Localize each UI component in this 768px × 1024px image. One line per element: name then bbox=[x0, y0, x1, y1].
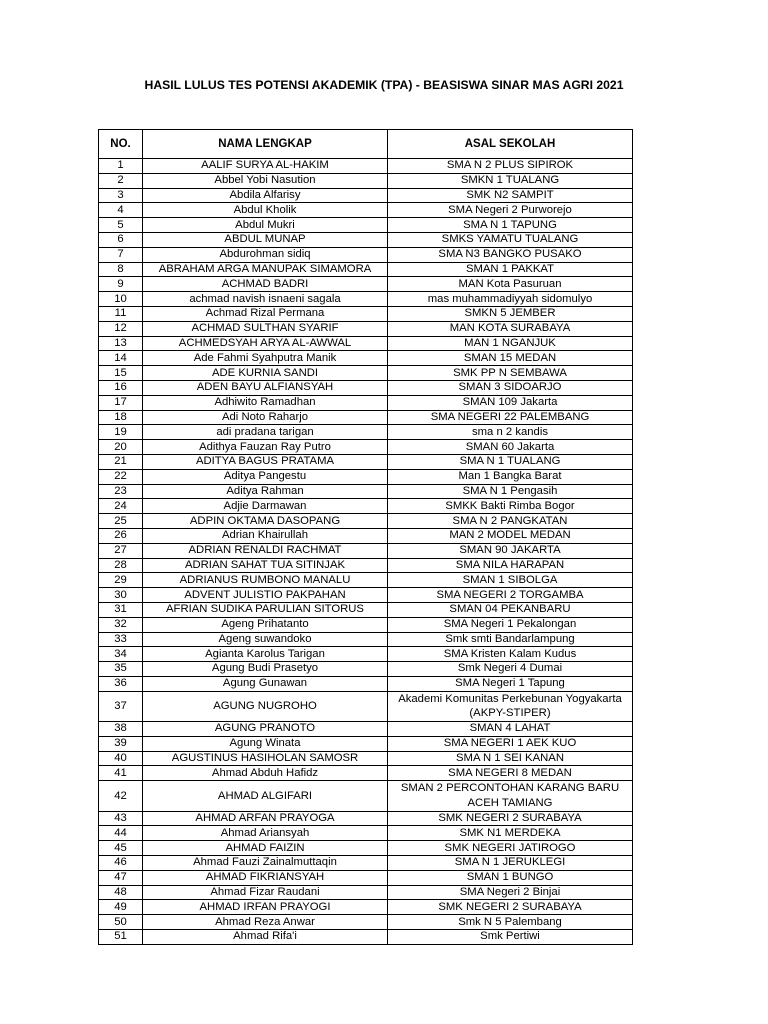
table-row bbox=[99, 366, 633, 381]
cell-no: 25 bbox=[99, 514, 143, 529]
cell-asal-sekolah: SMA NILA HARAPAN bbox=[388, 558, 633, 573]
cell-asal-sekolah: Akademi Komunitas Perkebunan Yogyakarta (AKPY-STIPER) bbox=[388, 691, 633, 721]
table-row bbox=[99, 930, 633, 945]
cell-no: 19 bbox=[99, 425, 143, 440]
table-row bbox=[99, 647, 633, 662]
cell-asal-sekolah: SMAN 60 Jakarta bbox=[388, 440, 633, 455]
document-title: HASIL LULUS TES POTENSI AKADEMIK (TPA) - BEASISWA SINAR MAS AGRI 2021 bbox=[144, 78, 624, 92]
table-row bbox=[99, 292, 633, 307]
cell-nama-lengkap: Agianta Karolus Tarigan bbox=[143, 647, 388, 662]
cell-no: 48 bbox=[99, 885, 143, 900]
cell-asal-sekolah: SMK NEGERI JATIROGO bbox=[388, 841, 633, 856]
cell-asal-sekolah: SMAN 90 JAKARTA bbox=[388, 543, 633, 558]
cell-no: 21 bbox=[99, 454, 143, 469]
cell-no: 13 bbox=[99, 336, 143, 351]
cell-asal-sekolah: Smk Negeri 4 Dumai bbox=[388, 662, 633, 677]
cell-nama-lengkap: AALIF SURYA AL-HAKIM bbox=[143, 159, 388, 174]
cell-no: 41 bbox=[99, 766, 143, 781]
cell-nama-lengkap: Ahmad Reza Anwar bbox=[143, 915, 388, 930]
cell-asal-sekolah: Smk Pertiwi bbox=[388, 930, 633, 945]
cell-asal-sekolah: SMA NEGERI 1 AEK KUO bbox=[388, 736, 633, 751]
cell-nama-lengkap: Agung Gunawan bbox=[143, 676, 388, 691]
table-row bbox=[99, 484, 633, 499]
cell-asal-sekolah: SMA N 2 PLUS SIPIROK bbox=[388, 159, 633, 174]
cell-no: 27 bbox=[99, 543, 143, 558]
cell-asal-sekolah: SMA NEGERI 8 MEDAN bbox=[388, 766, 633, 781]
cell-asal-sekolah: SMAN 1 PAKKAT bbox=[388, 262, 633, 277]
cell-asal-sekolah: mas muhammadiyyah sidomulyo bbox=[388, 292, 633, 307]
cell-nama-lengkap: ACHMEDSYAH ARYA AL-AWWAL bbox=[143, 336, 388, 351]
cell-asal-sekolah: SMK N2 SAMPIT bbox=[388, 188, 633, 203]
cell-nama-lengkap: AHMAD ALGIFARI bbox=[143, 781, 388, 811]
cell-no: 10 bbox=[99, 292, 143, 307]
cell-asal-sekolah: MAN 1 NGANJUK bbox=[388, 336, 633, 351]
cell-no: 29 bbox=[99, 573, 143, 588]
cell-no: 16 bbox=[99, 380, 143, 395]
cell-nama-lengkap: AHMAD ARFAN PRAYOGA bbox=[143, 811, 388, 826]
cell-no: 18 bbox=[99, 410, 143, 425]
cell-nama-lengkap: AHMAD IRFAN PRAYOGI bbox=[143, 900, 388, 915]
cell-no: 37 bbox=[99, 691, 143, 721]
cell-nama-lengkap: Adi Noto Raharjo bbox=[143, 410, 388, 425]
cell-nama-lengkap: ACHMAD SULTHAN SYARIF bbox=[143, 321, 388, 336]
cell-no: 43 bbox=[99, 811, 143, 826]
cell-no: 45 bbox=[99, 841, 143, 856]
cell-nama-lengkap: ADITYA BAGUS PRATAMA bbox=[143, 454, 388, 469]
table-row bbox=[99, 425, 633, 440]
cell-nama-lengkap: Agung Budi Prasetyo bbox=[143, 662, 388, 677]
cell-nama-lengkap: adi pradana tarigan bbox=[143, 425, 388, 440]
cell-asal-sekolah: SMA N 1 TUALANG bbox=[388, 454, 633, 469]
table-row bbox=[99, 247, 633, 262]
cell-nama-lengkap: Adhiwito Ramadhan bbox=[143, 395, 388, 410]
cell-no: 39 bbox=[99, 736, 143, 751]
cell-asal-sekolah: SMA Negeri 1 Pekalongan bbox=[388, 617, 633, 632]
cell-asal-sekolah: SMKS YAMATU TUALANG bbox=[388, 232, 633, 247]
header-no: NO. bbox=[99, 130, 143, 159]
table-row bbox=[99, 573, 633, 588]
cell-no: 42 bbox=[99, 781, 143, 811]
table-row bbox=[99, 722, 633, 737]
cell-nama-lengkap: ADRIANUS RUMBONO MANALU bbox=[143, 573, 388, 588]
cell-no: 35 bbox=[99, 662, 143, 677]
cell-nama-lengkap: Abdurohman sidiq bbox=[143, 247, 388, 262]
cell-asal-sekolah: MAN Kota Pasuruan bbox=[388, 277, 633, 292]
cell-no: 50 bbox=[99, 915, 143, 930]
cell-nama-lengkap: AFRIAN SUDIKA PARULIAN SITORUS bbox=[143, 602, 388, 617]
cell-no: 3 bbox=[99, 188, 143, 203]
cell-nama-lengkap: Ageng suwandoko bbox=[143, 632, 388, 647]
cell-no: 40 bbox=[99, 751, 143, 766]
table-row bbox=[99, 159, 633, 174]
table-row bbox=[99, 617, 633, 632]
cell-asal-sekolah: SMAN 04 PEKANBARU bbox=[388, 602, 633, 617]
cell-no: 47 bbox=[99, 870, 143, 885]
cell-nama-lengkap: Aditya Rahman bbox=[143, 484, 388, 499]
cell-nama-lengkap: AHMAD FIKRIANSYAH bbox=[143, 870, 388, 885]
cell-nama-lengkap: ADRIAN RENALDI RACHMAT bbox=[143, 543, 388, 558]
table-row bbox=[99, 528, 633, 543]
cell-nama-lengkap: ADPIN OKTAMA DASOPANG bbox=[143, 514, 388, 529]
cell-asal-sekolah: SMAN 2 PERCONTOHAN KARANG BARU ACEH TAMIANG bbox=[388, 781, 633, 811]
cell-nama-lengkap: Adrian Khairullah bbox=[143, 528, 388, 543]
header-asal-sekolah: ASAL SEKOLAH bbox=[388, 130, 633, 159]
cell-no: 26 bbox=[99, 528, 143, 543]
table-body bbox=[99, 159, 633, 945]
cell-asal-sekolah: Smk smti Bandarlampung bbox=[388, 632, 633, 647]
table-row bbox=[99, 602, 633, 617]
table-row bbox=[99, 841, 633, 856]
table-row bbox=[99, 262, 633, 277]
cell-asal-sekolah: MAN 2 MODEL MEDAN bbox=[388, 528, 633, 543]
cell-no: 33 bbox=[99, 632, 143, 647]
table-row bbox=[99, 440, 633, 455]
cell-nama-lengkap: Abbel Yobi Nasution bbox=[143, 173, 388, 188]
cell-asal-sekolah: SMAN 3 SIDOARJO bbox=[388, 380, 633, 395]
cell-nama-lengkap: AGUSTINUS HASIHOLAN SAMOSR bbox=[143, 751, 388, 766]
cell-no: 6 bbox=[99, 232, 143, 247]
table-row bbox=[99, 766, 633, 781]
cell-nama-lengkap: Aditya Pangestu bbox=[143, 469, 388, 484]
cell-nama-lengkap: Ahmad Ariansyah bbox=[143, 826, 388, 841]
cell-no: 7 bbox=[99, 247, 143, 262]
cell-no: 28 bbox=[99, 558, 143, 573]
table-row bbox=[99, 885, 633, 900]
cell-nama-lengkap: Ahmad Fizar Raudani bbox=[143, 885, 388, 900]
table-header-row bbox=[99, 130, 633, 159]
cell-no: 32 bbox=[99, 617, 143, 632]
cell-asal-sekolah: sma n 2 kandis bbox=[388, 425, 633, 440]
cell-no: 12 bbox=[99, 321, 143, 336]
cell-nama-lengkap: Abdul Kholik bbox=[143, 203, 388, 218]
cell-no: 20 bbox=[99, 440, 143, 455]
table-row bbox=[99, 632, 633, 647]
table-row bbox=[99, 662, 633, 677]
cell-asal-sekolah: SMAN 1 SIBOLGA bbox=[388, 573, 633, 588]
cell-nama-lengkap: Ahmad Fauzi Zainalmuttaqin bbox=[143, 856, 388, 871]
cell-asal-sekolah: SMA Negeri 1 Tapung bbox=[388, 676, 633, 691]
table-row bbox=[99, 811, 633, 826]
cell-no: 9 bbox=[99, 277, 143, 292]
table-row bbox=[99, 218, 633, 233]
cell-nama-lengkap: Agung Winata bbox=[143, 736, 388, 751]
results-table bbox=[98, 129, 633, 945]
cell-no: 34 bbox=[99, 647, 143, 662]
table-row bbox=[99, 395, 633, 410]
cell-no: 1 bbox=[99, 159, 143, 174]
cell-nama-lengkap: ABRAHAM ARGA MANUPAK SIMAMORA bbox=[143, 262, 388, 277]
cell-asal-sekolah: SMAN 1 BUNGO bbox=[388, 870, 633, 885]
table-row bbox=[99, 380, 633, 395]
cell-nama-lengkap: ADVENT JULISTIO PAKPAHAN bbox=[143, 588, 388, 603]
table-row bbox=[99, 751, 633, 766]
cell-no: 15 bbox=[99, 366, 143, 381]
cell-no: 22 bbox=[99, 469, 143, 484]
cell-no: 51 bbox=[99, 930, 143, 945]
cell-asal-sekolah: SMA N 1 JERUKLEGI bbox=[388, 856, 633, 871]
cell-nama-lengkap: ACHMAD BADRI bbox=[143, 277, 388, 292]
cell-asal-sekolah: SMA NEGERI 22 PALEMBANG bbox=[388, 410, 633, 425]
cell-nama-lengkap: Adithya Fauzan Ray Putro bbox=[143, 440, 388, 455]
table-row bbox=[99, 826, 633, 841]
cell-no: 30 bbox=[99, 588, 143, 603]
cell-asal-sekolah: SMA Negeri 2 Binjai bbox=[388, 885, 633, 900]
table-row bbox=[99, 306, 633, 321]
cell-asal-sekolah: Man 1 Bangka Barat bbox=[388, 469, 633, 484]
cell-asal-sekolah: SMK N1 MERDEKA bbox=[388, 826, 633, 841]
table-row bbox=[99, 558, 633, 573]
cell-asal-sekolah: MAN KOTA SURABAYA bbox=[388, 321, 633, 336]
table-row bbox=[99, 321, 633, 336]
cell-nama-lengkap: Achmad Rizal Permana bbox=[143, 306, 388, 321]
cell-nama-lengkap: AGUNG NUGROHO bbox=[143, 691, 388, 721]
cell-asal-sekolah: SMAN 15 MEDAN bbox=[388, 351, 633, 366]
header-nama-lengkap: NAMA LENGKAP bbox=[143, 130, 388, 159]
cell-asal-sekolah: SMA N3 BANGKO PUSAKO bbox=[388, 247, 633, 262]
cell-no: 38 bbox=[99, 722, 143, 737]
cell-no: 23 bbox=[99, 484, 143, 499]
cell-nama-lengkap: achmad navish isnaeni sagala bbox=[143, 292, 388, 307]
cell-asal-sekolah: SMKN 5 JEMBER bbox=[388, 306, 633, 321]
cell-no: 24 bbox=[99, 499, 143, 514]
table-row bbox=[99, 499, 633, 514]
table-row bbox=[99, 277, 633, 292]
cell-nama-lengkap: ADRIAN SAHAT TUA SITINJAK bbox=[143, 558, 388, 573]
table-row bbox=[99, 454, 633, 469]
cell-nama-lengkap: ADE KURNIA SANDI bbox=[143, 366, 388, 381]
table-row bbox=[99, 588, 633, 603]
table-row bbox=[99, 736, 633, 751]
table-row bbox=[99, 514, 633, 529]
cell-asal-sekolah: SMAN 4 LAHAT bbox=[388, 722, 633, 737]
table-row bbox=[99, 203, 633, 218]
cell-nama-lengkap: AHMAD FAIZIN bbox=[143, 841, 388, 856]
table-row bbox=[99, 188, 633, 203]
cell-asal-sekolah: SMA N 2 PANGKATAN bbox=[388, 514, 633, 529]
cell-no: 14 bbox=[99, 351, 143, 366]
table-row bbox=[99, 900, 633, 915]
cell-no: 17 bbox=[99, 395, 143, 410]
cell-asal-sekolah: SMA Kristen Kalam Kudus bbox=[388, 647, 633, 662]
cell-nama-lengkap: ADEN BAYU ALFIANSYAH bbox=[143, 380, 388, 395]
table-row bbox=[99, 870, 633, 885]
cell-nama-lengkap: Ageng Prihatanto bbox=[143, 617, 388, 632]
cell-no: 46 bbox=[99, 856, 143, 871]
cell-no: 2 bbox=[99, 173, 143, 188]
cell-asal-sekolah: SMA Negeri 2 Purworejo bbox=[388, 203, 633, 218]
table-row bbox=[99, 915, 633, 930]
cell-asal-sekolah: SMKN 1 TUALANG bbox=[388, 173, 633, 188]
cell-asal-sekolah: SMAN 109 Jakarta bbox=[388, 395, 633, 410]
table-row bbox=[99, 676, 633, 691]
table-row bbox=[99, 543, 633, 558]
cell-asal-sekolah: SMKK Bakti Rimba Bogor bbox=[388, 499, 633, 514]
cell-nama-lengkap: Ahmad Abduh Hafidz bbox=[143, 766, 388, 781]
cell-no: 5 bbox=[99, 218, 143, 233]
cell-asal-sekolah: Smk N 5 Palembang bbox=[388, 915, 633, 930]
cell-nama-lengkap: Abdul Mukri bbox=[143, 218, 388, 233]
cell-asal-sekolah: SMA N 1 TAPUNG bbox=[388, 218, 633, 233]
cell-asal-sekolah: SMK PP N SEMBAWA bbox=[388, 366, 633, 381]
cell-no: 44 bbox=[99, 826, 143, 841]
table-row bbox=[99, 173, 633, 188]
cell-nama-lengkap: Abdila Alfarisy bbox=[143, 188, 388, 203]
cell-nama-lengkap: AGUNG PRANOTO bbox=[143, 722, 388, 737]
cell-asal-sekolah: SMA NEGERI 2 TORGAMBA bbox=[388, 588, 633, 603]
cell-no: 36 bbox=[99, 676, 143, 691]
table-row bbox=[99, 469, 633, 484]
cell-no: 4 bbox=[99, 203, 143, 218]
cell-no: 11 bbox=[99, 306, 143, 321]
cell-nama-lengkap: Adjie Darmawan bbox=[143, 499, 388, 514]
cell-asal-sekolah: SMA N 1 Pengasih bbox=[388, 484, 633, 499]
cell-nama-lengkap: Ahmad Rifa'i bbox=[143, 930, 388, 945]
table-row bbox=[99, 336, 633, 351]
table-row bbox=[99, 691, 633, 721]
cell-nama-lengkap: Ade Fahmi Syahputra Manik bbox=[143, 351, 388, 366]
cell-asal-sekolah: SMA N 1 SEI KANAN bbox=[388, 751, 633, 766]
cell-no: 8 bbox=[99, 262, 143, 277]
table-row bbox=[99, 232, 633, 247]
table-row bbox=[99, 351, 633, 366]
cell-no: 31 bbox=[99, 602, 143, 617]
cell-no: 49 bbox=[99, 900, 143, 915]
cell-nama-lengkap: ABDUL MUNAP bbox=[143, 232, 388, 247]
cell-asal-sekolah: SMK NEGERI 2 SURABAYA bbox=[388, 811, 633, 826]
table-row bbox=[99, 856, 633, 871]
table-row bbox=[99, 410, 633, 425]
cell-asal-sekolah: SMK NEGERI 2 SURABAYA bbox=[388, 900, 633, 915]
table-row bbox=[99, 781, 633, 811]
